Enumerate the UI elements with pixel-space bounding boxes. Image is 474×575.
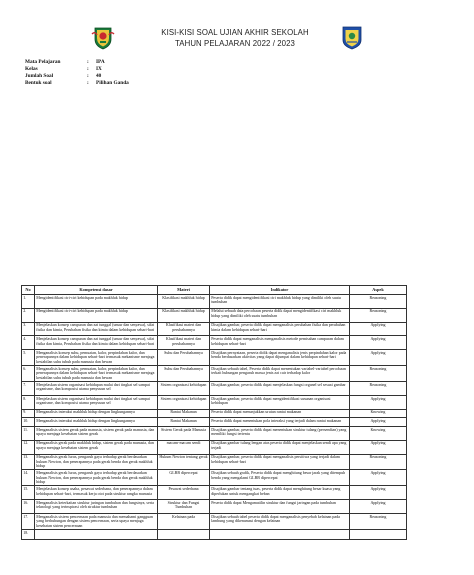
table-row bbox=[22, 350, 407, 366]
table-row bbox=[22, 426, 407, 440]
cell-indikator: Disajikan gambar tulang lengan atas peserta didik dapat menjelaskan sendi apa yang terjadi bbox=[210, 440, 350, 454]
cell-indikator: Disajikan gambar tentang tuas, peserta didik dapat menghitung besar kuasa yang diperlukan untuk mengangkat beban bbox=[210, 486, 350, 500]
cell-kompetensi-dasar: Mengidentifikasi ciri-ciri kehidupan pada makhluk hidup bbox=[35, 295, 158, 309]
column-header-no: No bbox=[22, 286, 35, 295]
cell-kompetensi-dasar: Menjelaskan konsep campuran dan zat tunggal (unsur dan senyawa), sifat fisika dan kimia, Perubahan fisika dan kimia dalam kehidupan sehari-hari bbox=[35, 336, 158, 350]
cell-kompetensi-dasar: Menjelaskan sistem organisasi kehidupan mulai dari tingkat sel sampai organisme, dan komposisi utama penyusun sel bbox=[35, 382, 158, 396]
cell-no: 14. bbox=[22, 470, 35, 486]
table-row bbox=[22, 470, 407, 486]
table-row bbox=[22, 322, 407, 336]
cell-kompetensi-dasar: Menjelaskan konsep campuran dan zat tunggal (unsur dan senyawa), sifat fisika dan kimia, Perubahan fisika dan kimia dalam kehidupan sehari-hari bbox=[35, 322, 158, 336]
cell-aspek: Applying bbox=[350, 350, 407, 366]
cell-no: 6. bbox=[22, 366, 35, 382]
cell-aspek: Knowing bbox=[350, 409, 407, 418]
table-row bbox=[22, 514, 407, 530]
cell-indikator: Disajikan gambar, peserta didik dapat mengidentifikasi susunan organisasi kehidupan bbox=[210, 395, 350, 409]
info-value: IX bbox=[96, 66, 102, 72]
cell-indikator bbox=[210, 530, 350, 540]
regency-emblem-icon bbox=[91, 25, 115, 50]
cell-kompetensi-dasar: Menganalisis sistem pencernaan pada manusia dan memahami gangguan yang berhubungan dengan sistem pencernaan, serta upaya menjaga kesehatan sistem pencernaan bbox=[35, 514, 158, 530]
cell-aspek: Applying bbox=[350, 470, 407, 486]
cell-no: 11. bbox=[22, 426, 35, 440]
cell-aspek: Reasoning bbox=[350, 454, 407, 470]
cell-no: 12. bbox=[22, 440, 35, 454]
cell-kompetensi-dasar bbox=[35, 530, 158, 540]
cell-kompetensi-dasar: Menjelaskan sistem organisasi kehidupan mulai dari tingkat sel sampai organisme, dan komposisi utama penyusun sel bbox=[35, 395, 158, 409]
info-label: Kelas bbox=[25, 66, 38, 72]
cell-materi: Struktur dan Fungsi Tumbuhan bbox=[158, 500, 210, 514]
cell-materi: macam-macam sendi bbox=[158, 440, 210, 454]
cell-no: 9. bbox=[22, 409, 35, 418]
cell-indikator: Disajikan pernyataan, peserta didik dapat menganalisis jenis perpindahan kalor pada benda berdasarkan aktivitas yang dapat dijumpai dalam kehidupan sehari-hari bbox=[210, 350, 350, 366]
table-row bbox=[22, 366, 407, 382]
cell-aspek: Applying bbox=[350, 486, 407, 500]
cell-aspek: Applying bbox=[350, 336, 407, 350]
cell-no: 2. bbox=[22, 308, 35, 322]
table-row bbox=[22, 308, 407, 322]
table-header-row bbox=[22, 286, 407, 295]
cell-indikator: Disajikan gambar, peserta didik dapat menganalisis perubahan fisika dan perubahan kimia dalam kehidupan sehari-hari bbox=[210, 322, 350, 336]
cell-kompetensi-dasar: Menganalisis interaksi makhluk hidup dengan lingkungannya bbox=[35, 409, 158, 418]
table-row bbox=[22, 295, 407, 309]
info-row: Jumlah Soal : 40 bbox=[25, 73, 102, 79]
cell-materi: Sistem organisasi kehidupan bbox=[158, 395, 210, 409]
cell-kompetensi-dasar: Mengidentifikasi ciri-ciri kehidupan pada makhluk hidup bbox=[35, 308, 158, 322]
info-label: Bentuk soal bbox=[25, 80, 52, 86]
cell-materi: Klasifikasi materi dan perubahannya bbox=[158, 322, 210, 336]
kisi-kisi-table bbox=[21, 285, 407, 540]
cell-aspek: Applying bbox=[350, 322, 407, 336]
column-header-materi: Materi bbox=[158, 286, 210, 295]
table-row bbox=[22, 486, 407, 500]
cell-materi: Hukum Newton tentang gerak bbox=[158, 454, 210, 470]
table-row bbox=[22, 336, 407, 350]
cell-materi: Kelainan pada bbox=[158, 514, 210, 530]
table-row bbox=[22, 530, 407, 540]
cell-materi: Sistem Gerak pada Manusia bbox=[158, 426, 210, 440]
cell-no: 3. bbox=[22, 322, 35, 336]
cell-kompetensi-dasar: Menganalisis gerak lurus, pengaruh gaya terhadap gerak berdasarkan hukum Newton, dan penerapannya pada gerak benda dan gerak makhluk hidup bbox=[35, 454, 158, 470]
table-row bbox=[22, 395, 407, 409]
cell-materi: Rantai Makanan bbox=[158, 418, 210, 427]
cell-indikator: Disajikan sebuah tabel, Peserta didik dapat menentukan variabel-variabel percobaan terkait hubungan pengaruh massa jenis zat cair terhadap kalor bbox=[210, 366, 350, 382]
info-row: Mata Pelajaran : IPA bbox=[25, 59, 105, 65]
cell-materi: Klasifikasi makhluk hidup bbox=[158, 295, 210, 309]
cell-materi: Klasifikasi makhluk hidup bbox=[158, 308, 210, 322]
cell-aspek: Knowing bbox=[350, 426, 407, 440]
info-row: Bentuk soal : Pilihan Ganda bbox=[25, 80, 129, 86]
table-row bbox=[22, 440, 407, 454]
cell-kompetensi-dasar: Menganalisis gerak pada makhluk hidup, sistem gerak pada manusia, dan upaya menjaga kesehatan sistem gerak bbox=[35, 440, 158, 454]
cell-no: 4. bbox=[22, 336, 35, 350]
cell-aspek: Reasoning bbox=[350, 295, 407, 309]
document-title: KISI-KISI SOAL UJIAN AKHIR SEKOLAH bbox=[161, 28, 309, 37]
cell-aspek: Applying bbox=[350, 500, 407, 514]
info-row: Kelas : IX bbox=[25, 66, 102, 72]
cell-kompetensi-dasar: Menganalisis keterkaitan struktur jaringan tumbuhan dan fungsinya, serta teknologi yang terinspirasi oleh struktur tumbuhan bbox=[35, 500, 158, 514]
info-value: 40 bbox=[96, 73, 102, 79]
cell-indikator: Disajikan gambar, peserta didik dapat menentukan struktur tulang (persendian) yang memiliki fungsi tertentu bbox=[210, 426, 350, 440]
cell-aspek: Applying bbox=[350, 418, 407, 427]
cell-indikator: Peserta didik dapat mengidentifikasi ciri makhluk hidup yang dimiliki oleh suatu tumbuhan bbox=[210, 295, 350, 309]
cell-aspek: Reasoning bbox=[350, 308, 407, 322]
cell-indikator: Disajikan gambar, peserta didik dapat menganalisis persitiwa yang terjadi dalam kehidupan sehari-hari bbox=[210, 454, 350, 470]
cell-kompetensi-dasar: Menganalisis gerak lurus, pengaruh gaya terhadap gerak berdasarkan hukum Newton, dan penerapannya pada gerak benda dan gerak makhluk hidup bbox=[35, 470, 158, 486]
cell-no: 15. bbox=[22, 486, 35, 500]
cell-aspek: Applying bbox=[350, 440, 407, 454]
column-header-kompetensi: Kompetensi dasar bbox=[35, 286, 158, 295]
cell-no: 17. bbox=[22, 514, 35, 530]
cell-aspek: Reasoning bbox=[350, 382, 407, 396]
cell-indikator: Disajikan sebuah tabel peserta didik dapat menganalisis penyebab kelainan pada lambung yang dikenamasi dengan kelainan bbox=[210, 514, 350, 530]
cell-kompetensi-dasar: Menganalisis konsep suhu, pemuaian, kalor, perpindahan kalor, dan penerapannya dalam kehidupan sehari-hari termasuk mekanisme menjaga kestabilan suhu tubuh pada manusia dan hewan bbox=[35, 366, 158, 382]
cell-no: 13. bbox=[22, 454, 35, 470]
cell-aspek: Applying bbox=[350, 395, 407, 409]
column-header-indikator: Indikator bbox=[210, 286, 350, 295]
cell-aspek bbox=[350, 530, 407, 540]
cell-materi: Suhu dan Perubahannya bbox=[158, 350, 210, 366]
table-row bbox=[22, 454, 407, 470]
cell-no: 5. bbox=[22, 350, 35, 366]
province-emblem-icon bbox=[341, 25, 363, 50]
table-row bbox=[22, 418, 407, 427]
cell-materi: Pesawat sederhana bbox=[158, 486, 210, 500]
cell-aspek: Reasoning bbox=[350, 514, 407, 530]
cell-materi: Klasifikasi materi dan perubahannya bbox=[158, 336, 210, 350]
cell-materi: Suhu dan Perubahannya bbox=[158, 366, 210, 382]
cell-indikator: Melalui sebuah data percobaan peserta didik dapat mengidentifikasi ciri makhluk hidup yang dimiliki oleh suatu tumbuhan bbox=[210, 308, 350, 322]
cell-kompetensi-dasar: Menganalisis sistem gerak pada manusia, sistem gerak pada manusia, dan upaya menjaga kesehatan sistem gerak bbox=[35, 426, 158, 440]
table-row bbox=[22, 382, 407, 396]
cell-no: 7. bbox=[22, 382, 35, 396]
cell-kompetensi-dasar: Menganalisis konsep suhu, pemuaian, kalor, perpindahan kalor, dan penerapannya dalam kehidupan sehari-hari termasuk mekanisme menjaga kestabilan suhu tubuh pada manusia dan hewan bbox=[35, 350, 158, 366]
cell-indikator: Peserta didik dapat menentukan pola interaksi yang terjadi dalam rantai makanan bbox=[210, 418, 350, 427]
cell-kompetensi-dasar: Menganalisis interaksi makhluk hidup dengan lingkungannya bbox=[35, 418, 158, 427]
document-subtitle: TAHUN PELAJARAN 2022 / 2023 bbox=[175, 39, 295, 48]
cell-indikator: Peserta didik dapat menganalisis menganalisis metode pemisahan campuran dalam kehidupan sehari-hari bbox=[210, 336, 350, 350]
info-label: Jumlah Soal bbox=[25, 73, 54, 79]
cell-kompetensi-dasar: Menjelaskan konsep usaha, pesawat sederhana, dan penerapannya dalam kehidupan sehari-hari, termasuk kerja otot pada struktur rangka manusia bbox=[35, 486, 158, 500]
cell-indikator: Disajikan gambar, peserta didik dapat menjelaskan fungsi organel sel sesuai gambar bbox=[210, 382, 350, 396]
cell-no: 16. bbox=[22, 500, 35, 514]
cell-materi: GLBB dipercepat bbox=[158, 470, 210, 486]
cell-no: 8. bbox=[22, 395, 35, 409]
cell-materi bbox=[158, 530, 210, 540]
cell-materi: Sistem organisasi kehidupan bbox=[158, 382, 210, 396]
cell-no: 10. bbox=[22, 418, 35, 427]
info-value: Pilihan Ganda bbox=[96, 80, 129, 86]
cell-no: 18. bbox=[22, 530, 35, 540]
subject-info bbox=[25, 59, 129, 87]
cell-indikator: Disajikan sebuah grafik, Peserta didik dapat menghitung besar jarak yang ditempuh benda yang mengalami GLBB dipercepat bbox=[210, 470, 350, 486]
table-row bbox=[22, 409, 407, 418]
cell-indikator: Peserta didik dapat Mengamatilin struktur dan fungsi jaringan pada tumbuhan bbox=[210, 500, 350, 514]
table-row bbox=[22, 500, 407, 514]
info-label: Mata Pelajaran bbox=[25, 59, 61, 65]
cell-materi: Rantai Makanan bbox=[158, 409, 210, 418]
cell-indikator: Peserta didik dapat menunjukkan urutan rantai makanan bbox=[210, 409, 350, 418]
column-header-aspek: Aspek bbox=[350, 286, 407, 295]
info-value: IPA bbox=[96, 59, 105, 65]
cell-aspek: Reasoning bbox=[350, 366, 407, 382]
cell-no: 1. bbox=[22, 295, 35, 309]
